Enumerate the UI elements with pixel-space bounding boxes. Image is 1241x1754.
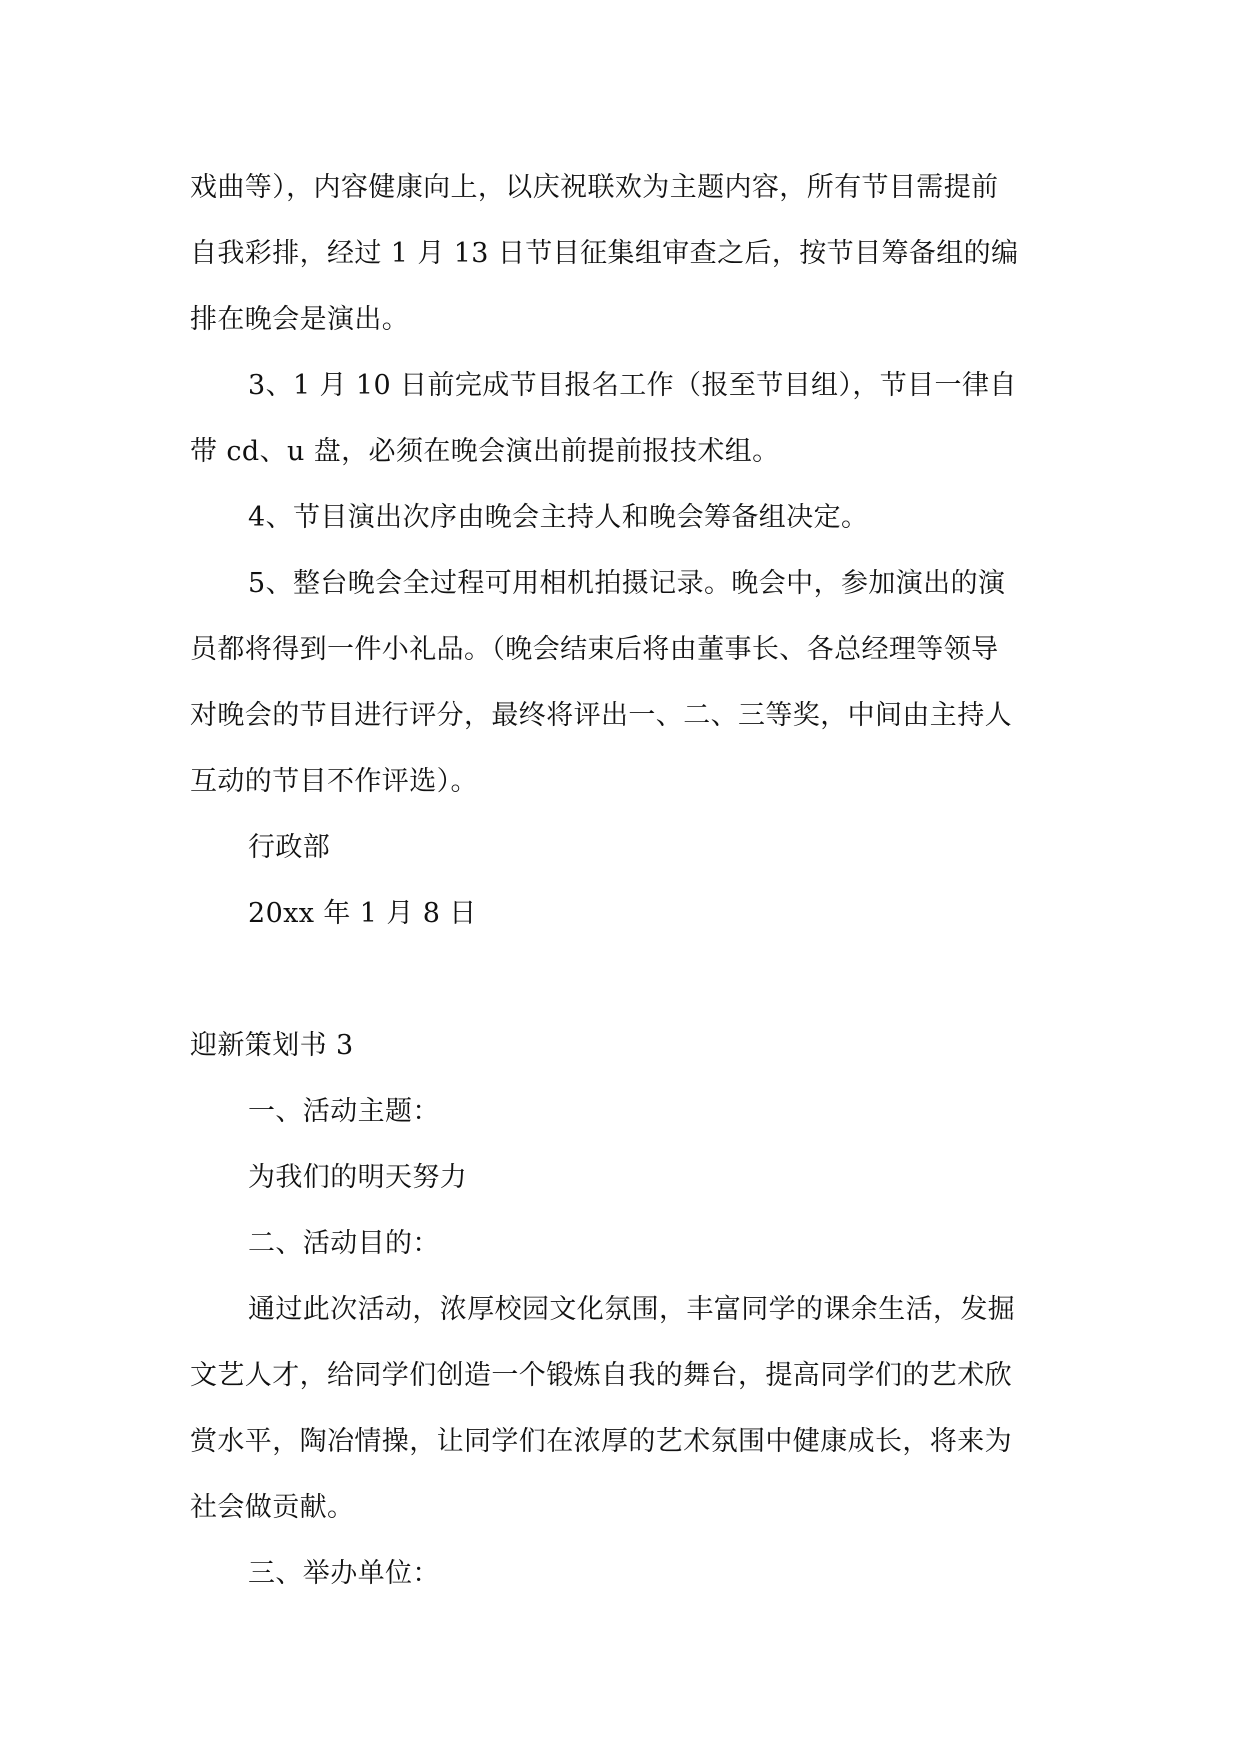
text-line-5: 带 cd、u 盘，必须在晚会演出前提前报技术组。 xyxy=(190,436,780,467)
purpose-line-4: 社会做贡献。 xyxy=(190,1492,355,1523)
activity-theme-text: 为我们的明天努力 xyxy=(248,1162,468,1193)
signature-date: 20xx 年 1 月 8 日 xyxy=(248,898,477,929)
text-line-1: 戏曲等），内容健康向上，以庆祝联欢为主题内容，所有节目需提前 xyxy=(190,172,999,203)
text-line-2: 自我彩排，经过 1 月 13 日节目征集组审查之后，按节目筹备组的编 xyxy=(190,238,1019,269)
purpose-line-1: 通过此次活动，浓厚校园文化氛围，丰富同学的课余生活，发掘 xyxy=(248,1294,1016,1325)
heading-activity-theme: 一、活动主题： xyxy=(248,1096,440,1127)
text-line-7: 5、整台晚会全过程可用相机拍摄记录。晚会中，参加演出的演 xyxy=(248,568,1006,599)
text-line-8: 员都将得到一件小礼品。（晚会结束后将由董事长、各总经理等领导 xyxy=(190,634,999,665)
heading-activity-purpose: 二、活动目的： xyxy=(248,1228,440,1259)
text-line-4: 3、1 月 10 日前完成节目报名工作（报至节目组），节目一律自 xyxy=(248,370,1017,401)
text-line-9: 对晚会的节目进行评分，最终将评出一、二、三等奖，中间由主持人 xyxy=(190,700,1012,731)
purpose-line-3: 赏水平，陶冶情操，让同学们在浓厚的艺术氛围中健康成长，将来为 xyxy=(190,1426,1012,1457)
text-line-6: 4、节目演出次序由晚会主持人和晚会筹备组决定。 xyxy=(248,502,869,533)
signature-department: 行政部 xyxy=(248,832,331,863)
text-line-10: 互动的节目不作评选）。 xyxy=(190,766,478,797)
text-line-3: 排在晚会是演出。 xyxy=(190,304,410,335)
purpose-line-2: 文艺人才，给同学们创造一个锻炼自我的舞台，提高同学们的艺术欣 xyxy=(190,1360,1012,1391)
section-title: 迎新策划书 3 xyxy=(190,1030,354,1061)
heading-organizer: 三、举办单位： xyxy=(248,1558,440,1589)
